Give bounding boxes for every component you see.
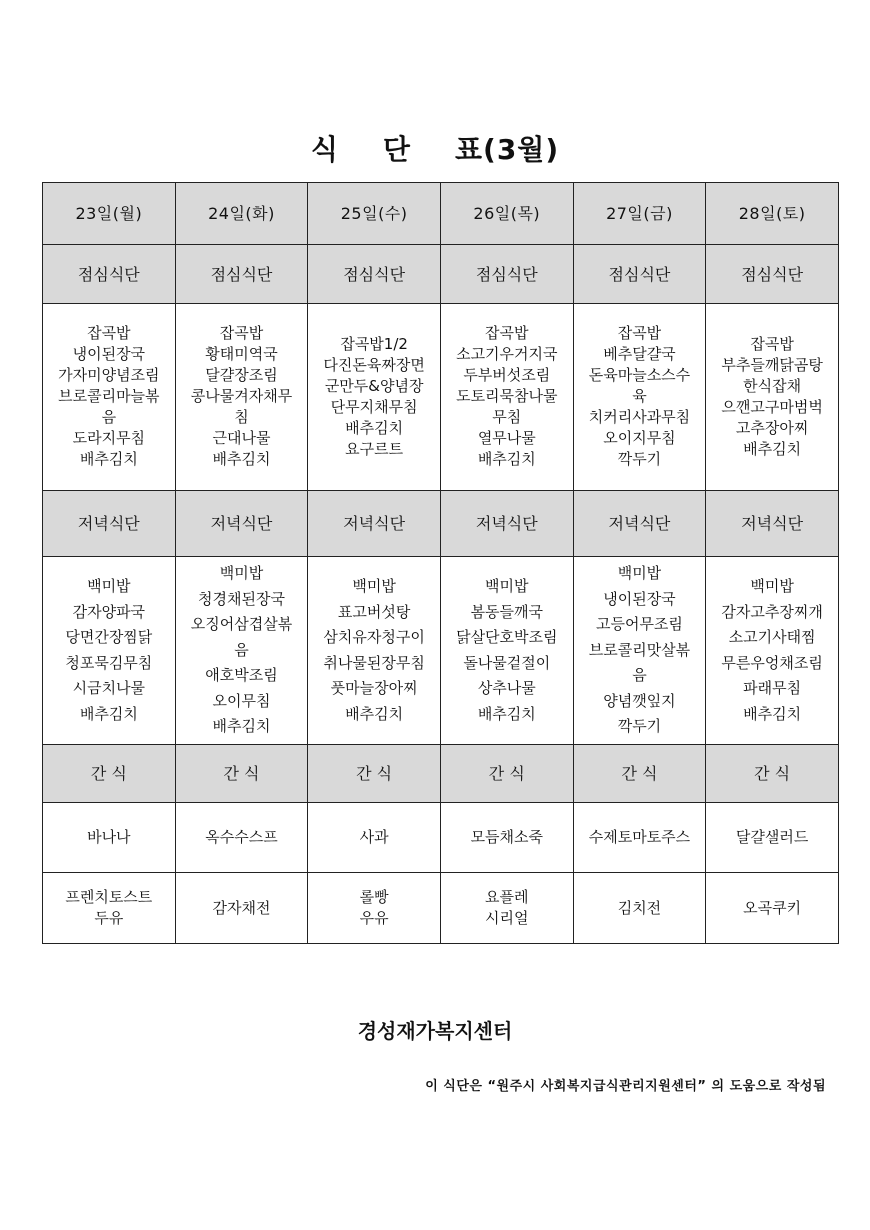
menu-item: 부추들깨닭곰탕 (721, 355, 823, 374)
menu-item: 백미밥 (617, 564, 662, 583)
menu-item: 배추김치 (477, 704, 536, 723)
menu-item: 배추김치 (212, 717, 271, 736)
day-header: 25일(수) (308, 183, 441, 245)
snack-cell (43, 873, 176, 944)
snack-header: 간 식 (706, 744, 839, 802)
organization-name: 경성재가복지센터 (357, 1019, 513, 1043)
menu-item: 오이지무침 (603, 429, 676, 448)
menu-item: 양념깻잎지 (603, 691, 676, 710)
menu-item: 음 (234, 640, 249, 659)
menu-item: 냉이된장국 (72, 345, 146, 364)
lunch-menu-cell (573, 303, 706, 490)
menu-item: 브로콜리마늘볶 (58, 387, 160, 406)
menu-item: 한식잡채 (743, 376, 802, 395)
snack-cell (175, 873, 308, 944)
dinner-header: 저녁식단 (308, 491, 441, 557)
menu-item: 삼치유자청구이 (323, 628, 425, 647)
day-header: 28일(토) (706, 183, 839, 245)
menu-item: 배추김치 (79, 450, 138, 469)
menu-item: 배추김치 (79, 704, 138, 723)
menu-item: 근대나물 (212, 429, 271, 448)
snack-header: 간 식 (573, 744, 706, 802)
menu-item: 도토리묵참나물 (456, 387, 558, 406)
menu-item: 깍두기 (617, 717, 662, 736)
menu-item: 배추김치 (477, 450, 536, 469)
menu-item: 수제토마토주스 (588, 828, 691, 847)
menu-item: 고등어무조림 (595, 615, 683, 634)
menu-item: 우유 (359, 909, 389, 928)
menu-item: 배추김치 (743, 439, 802, 458)
menu-item: 취나물된장무침 (323, 653, 425, 672)
snack-cell (308, 873, 441, 944)
day-header: 23일(월) (43, 183, 176, 245)
dinner-menu-cell (308, 557, 441, 744)
snack-cell (573, 803, 706, 873)
snack-cell (706, 873, 839, 944)
menu-item: 두부버섯조림 (463, 366, 551, 385)
lunch-menu-row (43, 303, 839, 490)
snack-cell (440, 803, 573, 873)
menu-item: 배추김치 (345, 704, 404, 723)
menu-item: 잡곡밥 (617, 324, 662, 343)
menu-item: 감자채전 (212, 898, 271, 917)
dinner-header: 저녁식단 (573, 491, 706, 557)
dinner-menu-row (43, 557, 839, 744)
snack-header: 간 식 (43, 744, 176, 802)
menu-item: 음 (101, 408, 117, 427)
menu-item: 상추나물 (477, 679, 536, 698)
lunch-header: 점심식단 (175, 245, 308, 303)
menu-item: 잡곡밥1/2 (340, 334, 408, 353)
menu-item: 콩나물겨자채무 (190, 387, 293, 406)
menu-item: 청경채된장국 (198, 589, 285, 608)
menu-item: 당면간장찜닭 (65, 628, 153, 647)
menu-item: 달걀샐러드 (735, 828, 809, 847)
day-header: 26일(목) (440, 183, 573, 245)
menu-item: 청포묵김무침 (65, 653, 153, 672)
lunch-header: 점심식단 (308, 245, 441, 303)
lunch-menu-cell (706, 303, 839, 490)
menu-item: 단무지채무침 (330, 397, 418, 416)
dinner-menu-cell (175, 557, 308, 744)
menu-item: 봄동들깨국 (470, 602, 544, 621)
menu-item: 요구르트 (345, 439, 404, 458)
menu-table (42, 182, 839, 944)
dinner-header: 저녁식단 (43, 491, 176, 557)
menu-item: 소고기사태찜 (728, 628, 816, 647)
snack-cell (175, 803, 308, 873)
menu-item: 표고버섯탕 (337, 602, 411, 621)
dinner-menu-cell (440, 557, 573, 744)
dinner-menu-cell (43, 557, 176, 744)
menu-item: 무침 (492, 408, 522, 427)
menu-item: 오징어삼겹살볶 (190, 615, 293, 634)
day-header: 24일(화) (175, 183, 308, 245)
menu-item: 잡곡밥 (219, 324, 264, 343)
lunch-header-row (43, 245, 839, 303)
menu-item: 감자고추장찌개 (721, 602, 823, 621)
menu-item: 옥수수스프 (205, 828, 278, 847)
menu-item: 배추김치 (345, 418, 404, 437)
menu-item: 배추김치 (743, 704, 802, 723)
menu-item: 백미밥 (352, 577, 396, 596)
snack-cell (440, 873, 573, 944)
menu-item: 황태미역국 (205, 345, 278, 364)
menu-item: 백미밥 (87, 577, 131, 596)
menu-item: 롤빵 (359, 888, 389, 907)
menu-item: 모듬채소죽 (470, 828, 544, 847)
snack-cell (706, 803, 839, 873)
menu-item: 육 (632, 387, 647, 406)
menu-item: 침 (234, 408, 249, 427)
dinner-menu-cell (573, 557, 706, 744)
snack-cell (43, 803, 176, 873)
lunch-menu-cell (308, 303, 441, 490)
menu-item: 바나나 (87, 828, 131, 847)
dinner-header: 저녁식단 (440, 491, 573, 557)
menu-item: 열무나물 (477, 429, 536, 448)
lunch-header: 점심식단 (706, 245, 839, 303)
menu-item: 애호박조림 (205, 666, 278, 685)
snack-header: 간 식 (440, 744, 573, 802)
footer-note: 이 식단은 “원주시 사회복지급식관리지원센터” 의 도움으로 작성됨 (425, 1079, 826, 1094)
lunch-header: 점심식단 (440, 245, 573, 303)
menu-item: 돌나물겉절이 (463, 653, 551, 672)
snack-header-row (43, 744, 839, 802)
menu-item: 냉이된장국 (603, 589, 676, 608)
lunch-menu-cell (43, 303, 176, 490)
snack-row-1 (43, 803, 839, 873)
snack-header: 간 식 (308, 744, 441, 802)
lunch-menu-cell (440, 303, 573, 490)
menu-item: 프렌치토스트 (65, 888, 153, 907)
menu-item: 배추김치 (212, 450, 271, 469)
menu-item: 잡곡밥 (485, 324, 529, 343)
menu-item: 음 (632, 666, 647, 685)
lunch-header: 점심식단 (43, 245, 176, 303)
page-title: 식 단 표(3월) (310, 133, 560, 166)
menu-item: 치커리사과무침 (588, 408, 691, 427)
dinner-header: 저녁식단 (175, 491, 308, 557)
menu-item: 고추장아찌 (735, 418, 809, 437)
menu-item: 잡곡밥 (750, 334, 794, 353)
dinner-header: 저녁식단 (706, 491, 839, 557)
menu-item: 백미밥 (219, 564, 264, 583)
menu-item: 김치전 (617, 898, 662, 917)
menu-item: 돈육마늘소스수 (588, 366, 691, 385)
menu-item: 풋마늘장아찌 (330, 679, 418, 698)
menu-item: 브로콜리맛살볶 (588, 640, 691, 659)
lunch-header: 점심식단 (573, 245, 706, 303)
menu-item: 감자양파국 (72, 602, 146, 621)
lunch-menu-cell (175, 303, 308, 490)
menu-item: 사과 (359, 828, 389, 847)
menu-item: 시금치나물 (72, 679, 146, 698)
dinner-header-row (43, 491, 839, 557)
dinner-menu-cell (706, 557, 839, 744)
menu-item: 요플레 (485, 888, 529, 907)
menu-item: 오이무침 (212, 691, 271, 710)
snack-cell (308, 803, 441, 873)
menu-item: 소고기우거지국 (456, 345, 558, 364)
menu-item: 잡곡밥 (87, 324, 131, 343)
menu-item: 달걀장조림 (205, 366, 278, 385)
menu-item: 오곡쿠키 (743, 898, 802, 917)
menu-item: 닭살단호박조림 (456, 628, 558, 647)
snack-header: 간 식 (175, 744, 308, 802)
menu-item: 도라지무침 (72, 429, 146, 448)
menu-item: 군만두&양념장 (324, 376, 424, 395)
day-header: 27일(금) (573, 183, 706, 245)
menu-item: 무른우엉채조림 (721, 653, 823, 672)
menu-item: 으깬고구마범벅 (721, 397, 823, 416)
menu-item: 두유 (94, 909, 124, 928)
menu-item: 파래무침 (743, 679, 802, 698)
menu-item: 시리얼 (485, 909, 529, 928)
snack-cell (573, 873, 706, 944)
menu-item: 백미밥 (750, 577, 794, 596)
menu-item: 백미밥 (485, 577, 529, 596)
menu-item: 깍두기 (617, 450, 662, 469)
snack-row-2 (43, 873, 839, 944)
menu-item: 다진돈육짜장면 (323, 355, 425, 374)
menu-item: 가자미양념조림 (58, 366, 160, 385)
days-row (43, 183, 839, 245)
menu-item: 베추달걀국 (603, 345, 676, 364)
